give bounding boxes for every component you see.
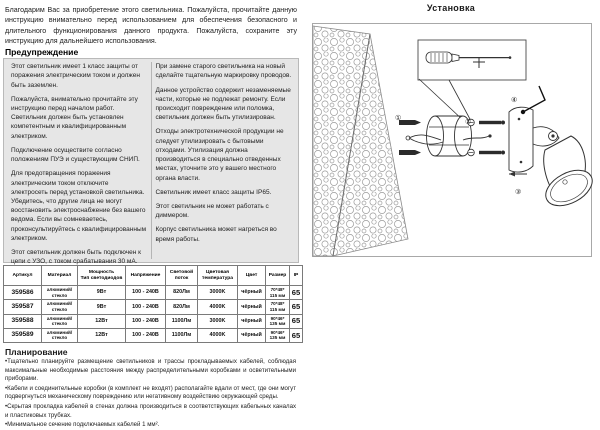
cell-luminous: 1100Лм: [166, 314, 198, 328]
cell-size: [266, 314, 290, 328]
cell-voltage: 100 - 240В: [126, 314, 166, 328]
luminaire-fixture: [509, 86, 598, 213]
cell-material-line1: алюминий/: [46, 301, 73, 307]
cell-material-line2: стекло: [51, 321, 68, 327]
cell-voltage: 100 - 240В: [126, 328, 166, 342]
cell-color: чёрный: [238, 300, 266, 314]
installation-diagram: [312, 23, 592, 257]
cell-temperature: 4000K: [198, 328, 238, 342]
cell-size-line2: 135 мм: [269, 335, 286, 341]
step-marker-3: ③: [515, 188, 522, 196]
cell-material-line2: стекло: [51, 292, 68, 298]
cell-material-line1: алюминий/: [46, 315, 73, 321]
cell-article: 359586: [4, 286, 42, 300]
cell-color: чёрный: [238, 286, 266, 300]
planning-bullet: •Скрытая прокладка кабелей в стенах должна производиться в соответствующих кабельных каналах и пластиковых трубках.: [5, 403, 296, 419]
warning-paragraph: Для предотвращения поражения электрическим током отключите электросеть перед установкой светильника. Убедитесь, что другие лица не могут восстановить электроснабжение без вашего ведома. Если вы сомневаетесь, проконсультируйтесь с квалифицированным электриком.: [11, 170, 147, 242]
warning-heading: Предупреждение: [5, 47, 79, 58]
cell-article: 359588: [4, 314, 42, 328]
step-marker-4: ④: [511, 96, 518, 104]
intro-paragraph: Благодарим Вас за приобретение этого светильника. Пожалуйста, прочитайте данную инструкцию внимательно перед использованием для обеспечения безопасного и длительного функционирования данного продукта. Пожалуйста, сохраните эту инструкцию для дальнейшего использования.: [5, 6, 297, 45]
cell-size-line2: 135 мм: [269, 321, 286, 327]
cell-article: 359587: [4, 300, 42, 314]
warning-paragraph: Этот светильник имеет 1 класс защиты от поражения электрическим током и должен быть заземлен.: [11, 63, 140, 89]
cell-size-line2: 115 мм: [269, 292, 286, 298]
cell-luminous: 820Лм: [166, 286, 198, 300]
installation-heading: Установка: [426, 3, 476, 13]
planning-heading: Планирование: [5, 346, 68, 357]
table-header-size: Размер: [266, 266, 290, 286]
table-header-temp-line1: Цветовая: [205, 269, 229, 275]
warning-box: [3, 58, 299, 266]
cell-ip: 65: [290, 314, 303, 328]
table-header-row: [4, 266, 303, 286]
table-header-lumen-line2: поток: [174, 275, 189, 281]
table-row: [4, 286, 303, 300]
cell-ip: 65: [290, 328, 303, 342]
cell-size: [266, 328, 290, 342]
table-header-power-line2: Тип светодиодов: [80, 275, 123, 281]
cell-voltage: 100 - 240В: [126, 300, 166, 314]
cell-power: 9Вт: [78, 286, 126, 300]
cell-material: [42, 328, 78, 342]
table-header-ip: IP: [290, 266, 303, 286]
cell-size-line1: 70*48*: [270, 287, 285, 293]
cell-power: 12Вт: [78, 328, 126, 342]
table-header-color-temperature: [198, 266, 238, 286]
warning-paragraph: Этот светильник должен быть подключен к цепи с УЗО, с током срабатывания 30 мА.: [11, 249, 141, 266]
warning-paragraph: Светильник имеет класс защиты IP65.: [155, 188, 272, 196]
cell-power: 9Вт: [78, 300, 126, 314]
cell-temperature: 4000K: [198, 300, 238, 314]
cell-size: [266, 300, 290, 314]
warning-column-left: [7, 62, 152, 266]
warning-column-right: [152, 62, 297, 259]
warning-paragraph: Данное устройство содержит незаменяемые части, которые не подлежат ремонту. Если происходит повреждение или поломка, светильник должен быть утилизирован.: [155, 86, 291, 122]
cell-size-line1: 90*46*: [270, 315, 285, 321]
table-header-color: Цвет: [238, 266, 266, 286]
table-header-lumen-line1: Световой: [169, 269, 194, 275]
cell-voltage: 100 - 240В: [126, 286, 166, 300]
cell-luminous: 1100Лм: [166, 328, 198, 342]
table-header-article: Артикул: [4, 266, 42, 286]
planning-bullet: •Тщательно планируйте размещение светильников и трассы прокладываемых кабелей, соблюдая максимальные необходимые расстояния между распределительными коробками и осветительными приборами.: [5, 357, 296, 383]
step-marker-2: ②: [465, 118, 472, 126]
table-header-temp-line2: температура: [202, 275, 233, 281]
table-row: [4, 314, 303, 328]
installation-diagram-svg: [313, 24, 591, 256]
cell-temperature: 3000K: [198, 286, 238, 300]
cell-size: [266, 286, 290, 300]
cell-material-line2: стекло: [51, 306, 68, 312]
cell-material-line2: стекло: [51, 335, 68, 341]
cell-power: 12Вт: [78, 314, 126, 328]
planning-body: [3, 358, 299, 430]
cell-color: чёрный: [238, 328, 266, 342]
cell-temperature: 3000K: [198, 314, 238, 328]
table-header-power-line1: Мощность: [88, 269, 115, 275]
table-header-power: [78, 266, 126, 286]
stone-wall-icon: [313, 26, 408, 256]
screw-icon: [468, 119, 505, 156]
mounting-bracket: [399, 116, 505, 156]
warning-paragraph: При замене старого светильника на новый сделайте тщательную маркировку проводов.: [155, 63, 292, 80]
cell-material-line1: алюминий/: [46, 287, 73, 293]
cell-material: [42, 300, 78, 314]
table-row: [4, 300, 303, 314]
step-marker-1: ①: [395, 114, 402, 122]
cell-article: 359589: [4, 328, 42, 342]
right-column: [302, 0, 600, 417]
table-header-luminous-flux: [166, 266, 198, 286]
cell-size-line1: 90*46*: [270, 329, 285, 335]
cell-material: [42, 286, 78, 300]
specification-table: [3, 265, 303, 343]
cell-size-line1: 70*48*: [270, 301, 285, 307]
warning-paragraph: Пожалуйста, внимательно прочитайте эту инструкцию перед началом работ. Светильник должен быть установлен компетентным и квалифицированным электриком.: [11, 95, 138, 140]
cell-material-line1: алюминий/: [46, 329, 73, 335]
planning-bullet: •Минимальное сечение подключаемых кабелей 1 мм².: [5, 421, 160, 429]
planning-bullet: •Кабели и соединительные коробки (в комплект не входят) располагайте вдали от мест, где они могут подвергнуться механическому повреждению или негативному воздействию окружающей среды.: [5, 384, 296, 401]
warning-paragraph: Корпус светильника может нагреться во время работы.: [155, 226, 277, 243]
cell-ip: 65: [290, 286, 303, 300]
cell-size-line2: 115 мм: [269, 306, 286, 312]
cell-material: [42, 314, 78, 328]
cell-color: чёрный: [238, 314, 266, 328]
warning-paragraph: Отходы электротехнической продукции не следует утилизировать с бытовыми отходами. Утилизация должна производиться в специально отведенных местах, уточните это у вашего местного органа власти.: [155, 128, 284, 182]
warning-paragraph: Подключение осуществите согласно положениям ПУЭ и существующим СНИП.: [11, 146, 140, 164]
table-header-material: Материал: [42, 266, 78, 286]
cell-ip: 65: [290, 300, 303, 314]
screwdriver-callout: [418, 40, 526, 122]
cell-luminous: 820Лм: [166, 300, 198, 314]
warning-paragraph: Этот светильник не может работать с диммером.: [155, 202, 269, 220]
table-body: [4, 286, 303, 343]
table-row: [4, 328, 303, 342]
table-header-voltage: Напряжение: [126, 266, 166, 286]
